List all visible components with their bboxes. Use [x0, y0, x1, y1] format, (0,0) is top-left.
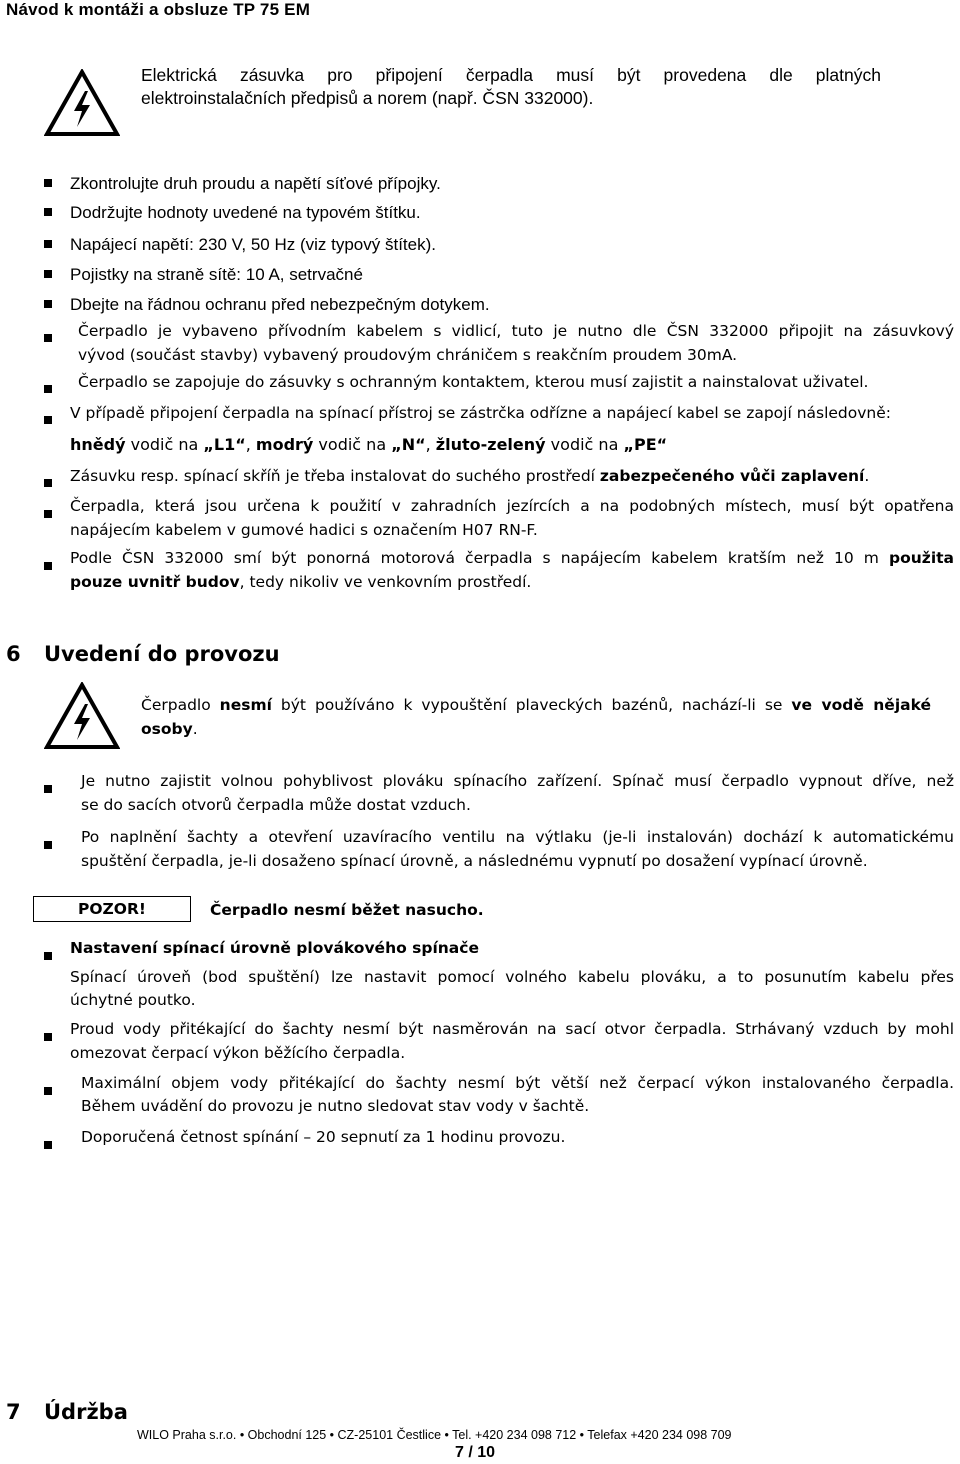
- bullet-icon: [44, 385, 52, 393]
- list-item: Maximální objem vody přitékající do šachty nesmí být větší než čerpací výkon instalovaného čerpadla.: [81, 1074, 954, 1092]
- bullet-icon: [44, 416, 52, 424]
- bullet-icon: [44, 334, 52, 342]
- bullet-icon: [44, 952, 52, 960]
- bullet-icon: [44, 562, 52, 570]
- warning-text-line1: Elektrická zásuvka pro připojení čerpadla musí být provedena dle platných: [141, 65, 881, 85]
- list-item-continuation: spuštění čerpadla, je-li dosaženo spínací úrovně, a následnému vypnutí po dosažení vypínací úrovně.: [81, 852, 868, 870]
- page-number: 7 / 10: [455, 1444, 496, 1461]
- bullet-icon: [44, 270, 52, 278]
- list-item: V případě připojení čerpadla na spínací přístroj se zástrčka odřízne a napájecí kabel se zapojí následovně:: [70, 404, 892, 422]
- list-item: Zkontrolujte druh proudu a napětí síťové přípojky.: [44, 172, 441, 196]
- high-voltage-warning-icon: [44, 682, 120, 750]
- footer-address: WILO Praha s.r.o. • Obchodní 125 • CZ-25101 Čestlice • Tel. +420 234 098 712 • Telefax +420 234 098 709: [137, 1428, 732, 1442]
- list-item-continuation: napájecím kabelem v gumové hadici s označením H07 RN-F.: [70, 521, 538, 539]
- warning-text-line1: Čerpadlo nesmí být používáno k vypouštění plaveckých bazénů, nachází-li se ve vodě nějaké: [141, 696, 931, 714]
- list-item-continuation: vývod (součást stavby) vybavený proudovým chráničem s reakčním proudem 30mA.: [78, 346, 738, 364]
- warning-statement: Čerpadlo nesmí běžet nasucho.: [210, 901, 484, 919]
- list-item: Čerpadlo je vybaveno přívodním kabelem s vidlicí, tuto je nutno dle ČSN 332000 připojit na zásuvkový: [78, 322, 954, 340]
- list-item-continuation: pouze uvnitř budov, tedy nikoliv ve venkovním prostředí.: [70, 573, 532, 591]
- paragraph: Spínací úroveň (bod spuštění) lze nastavit pomocí volného kabelu plováku, a to posunutím kabelu přes: [70, 968, 954, 986]
- bullet-icon: [44, 479, 52, 487]
- list-item: Dbejte na řádnou ochranu před nebezpečným dotykem.: [44, 293, 490, 317]
- list-item: Je nutno zajistit volnou pohyblivost plováku spínacího zařízení. Spínač musí čerpadlo vypnout dříve, než: [81, 772, 954, 790]
- list-item: Pojistky na straně sítě: 10 A, setrvačné: [44, 263, 363, 287]
- bullet-icon: [44, 208, 52, 216]
- list-item: Doporučená četnost spínání – 20 sepnutí za 1 hodinu provozu.: [81, 1128, 566, 1146]
- section-number: 7: [6, 1400, 21, 1424]
- warning-text-line2: elektroinstalačních předpisů a norem (např. ČSN 332000).: [141, 88, 594, 108]
- list-item-continuation: se do sacích otvorů čerpadla může dostat vzduch.: [81, 796, 471, 814]
- subsection-title: Nastavení spínací úrovně plovákového spínače: [70, 939, 479, 957]
- list-item-continuation: Během uvádění do provozu je nutno sledovat stav vody v šachtě.: [81, 1097, 590, 1115]
- list-item: Proud vody přitékající do šachty nesmí být nasměrován na sací otvor čerpadla. Strhávaný vzduch by mohl: [70, 1020, 954, 1038]
- bullet-icon: [44, 1087, 52, 1095]
- wiring-line: hnědý vodič na „L1“, modrý vodič na „N“, žluto-zelený vodič na „PE“: [70, 435, 668, 454]
- list-item: Podle ČSN 332000 smí být ponorná motorová čerpadla s napájecím kabelem kratším než 10 m použita: [70, 549, 954, 567]
- section-title: Údržba: [44, 1400, 128, 1424]
- bullet-icon: [44, 785, 52, 793]
- list-item: Napájecí napětí: 230 V, 50 Hz (viz typový štítek).: [44, 233, 436, 257]
- warning-badge: POZOR!: [33, 896, 191, 922]
- list-item: Po naplnění šachty a otevření uzavíracího ventilu na výtlaku (je-li instalován) dochází k automatickému: [81, 828, 954, 846]
- bullet-icon: [44, 300, 52, 308]
- list-item-continuation: omezovat čerpací výkon běžícího čerpadla.: [70, 1044, 406, 1062]
- bullet-icon: [44, 1033, 52, 1041]
- bullet-icon: [44, 240, 52, 248]
- list-item: Dodržujte hodnoty uvedené na typovém štítku.: [44, 201, 421, 225]
- list-item: Čerpadlo se zapojuje do zásuvky s ochranným kontaktem, kterou musí zajistit a nainstalovat uživatel.: [78, 373, 869, 391]
- paragraph-continuation: úchytné poutko.: [70, 991, 196, 1009]
- bullet-icon: [44, 510, 52, 518]
- bullet-icon: [44, 179, 52, 187]
- section-title: Uvedení do provozu: [44, 642, 280, 666]
- section-number: 6: [6, 642, 21, 666]
- bullet-icon: [44, 1141, 52, 1149]
- list-item: Čerpadla, která jsou určena k použití v zahradních jezírcích a na podobných místech, musí být opatřena: [70, 497, 954, 515]
- list-item: Zásuvku resp. spínací skříň je třeba instalovat do suchého prostředí zabezpečeného vůči zaplavení.: [70, 467, 870, 485]
- bullet-icon: [44, 841, 52, 849]
- document-title: Návod k montáži a obsluze TP 75 EM: [6, 0, 311, 19]
- high-voltage-warning-icon: [44, 69, 120, 137]
- warning-text-line2: osoby.: [141, 720, 198, 738]
